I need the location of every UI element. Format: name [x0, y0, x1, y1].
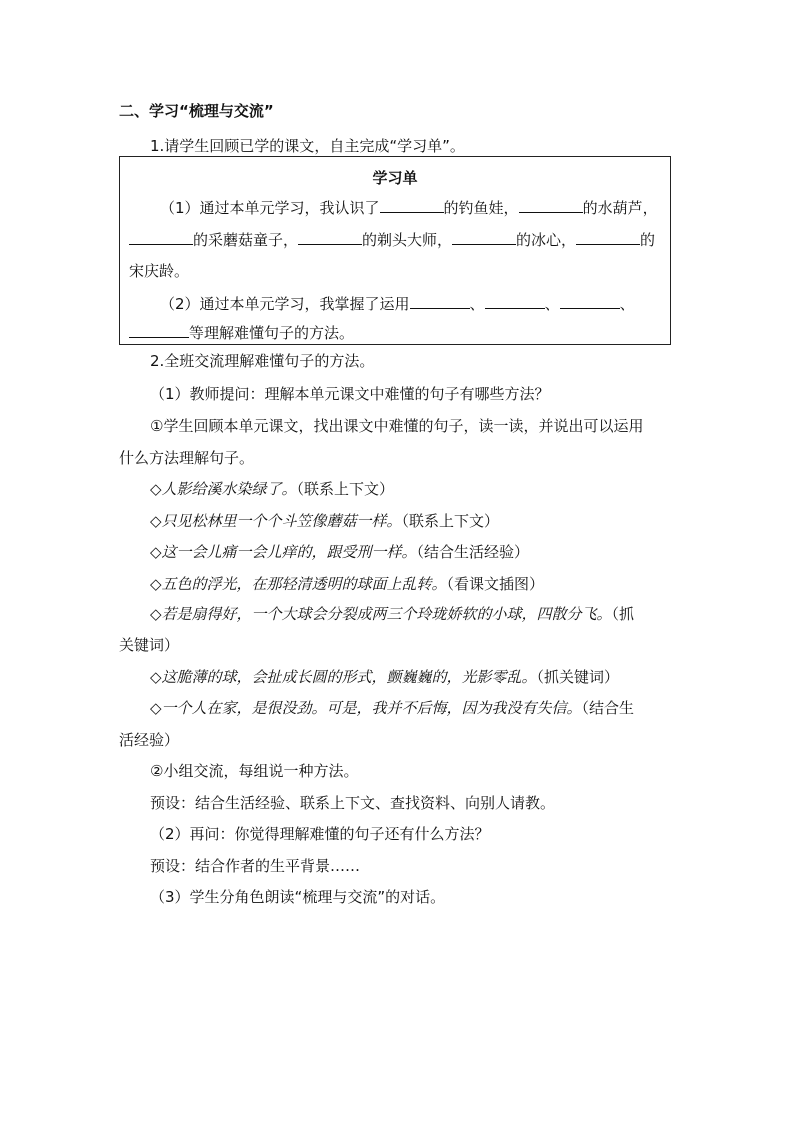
section-heading: 二、学习“梳理与交流”: [119, 102, 274, 120]
paragraph-review-line2: 什么方法理解句子。: [119, 449, 255, 467]
blank-field[interactable]: [298, 229, 362, 245]
q2-suffix: 等理解难懂句子的方法。: [189, 324, 355, 342]
paragraph-group-exchange: ②小组交流，每组说一种方法。: [150, 762, 359, 780]
q1-prefix: （1）通过本单元学习，我认识了: [160, 199, 380, 217]
blank-field[interactable]: [129, 322, 189, 338]
example-sentence: ◇人影给溪水染绿了。: [150, 480, 297, 498]
example-method: （联系上下文）: [401, 512, 500, 530]
blank-field[interactable]: [519, 197, 583, 213]
example-item: [150, 574, 544, 594]
worksheet-q1-line3: 宋庆龄。: [129, 262, 190, 280]
blank-field[interactable]: [129, 229, 193, 245]
paragraph-preset-1: 预设：结合生活经验、联系上下文、查找资料、向别人请教。: [150, 794, 556, 812]
example-item: [150, 511, 499, 531]
example-method-continued: 活经验）: [119, 731, 180, 749]
blank-field[interactable]: [485, 293, 545, 309]
example-method-continued: 关键词）: [119, 636, 180, 654]
example-sentence: ◇若是扇得好，一个大球会分裂成两三个玲珑娇软的小球，四散分飞。: [150, 605, 612, 623]
paragraph-preset-2: 预设：结合作者的生平背景……: [150, 857, 361, 875]
example-method: （联系上下文）: [296, 480, 395, 498]
step-2-text: 2.全班交流理解难懂句子的方法。: [150, 352, 375, 370]
q1-a6: 的: [640, 231, 656, 249]
q1-a3: 的采蘑菇童子，: [193, 231, 299, 249]
example-item: [150, 667, 619, 687]
q1-a1: 的钓鱼娃，: [443, 199, 519, 217]
worksheet-q2-line2: [129, 322, 354, 343]
paragraph-question-2: （2）再问：你觉得理解难懂的句子还有什么方法？: [150, 825, 490, 843]
blank-field[interactable]: [410, 293, 470, 309]
example-sentence: ◇一个人在家，是很没劲。可是，我并不后悔，因为我没有失信。: [150, 699, 582, 717]
worksheet-q2-line1: [160, 293, 635, 314]
paragraph-question-1: （1）教师提问：理解本单元课文中难懂的句子有哪些方法？: [150, 385, 550, 403]
example-sentence: ◇五色的浮光，在那轻清透明的球面上乱转。: [150, 575, 447, 593]
paragraph-role-reading: （3）学生分角色朗读“梳理与交流”的对话。: [150, 888, 446, 906]
q1-a4: 的剃头大师，: [362, 231, 453, 249]
step-1-text: 1.请学生回顾已学的课文，自主完成“学习单”。: [150, 137, 465, 155]
worksheet-title: 学习单: [372, 169, 418, 187]
blank-field[interactable]: [560, 293, 620, 309]
example-method: （抓关键词）: [536, 668, 620, 686]
example-sentence: ◇只见松林里一个个斗笠像蘑菇一样。: [150, 512, 402, 530]
worksheet-q1-line2: [129, 229, 655, 250]
example-sentence: ◇这脆薄的球，会扯成长圆的形式，颤巍巍的，光影零乱。: [150, 668, 537, 686]
q2-prefix: （2）通过本单元学习，我掌握了运用: [160, 295, 410, 313]
q2-sep: 、: [469, 295, 485, 313]
worksheet-q1-line1: [160, 197, 658, 218]
blank-field[interactable]: [452, 229, 516, 245]
example-method: （结合生活经验）: [416, 543, 530, 561]
blank-field[interactable]: [380, 197, 444, 213]
example-method: （结合生: [581, 699, 635, 717]
blank-field[interactable]: [576, 229, 640, 245]
example-sentence: ◇这一会儿痛一会儿痒的，跟受刑一样。: [150, 543, 417, 561]
example-item: [150, 542, 529, 562]
worksheet-box: [119, 156, 671, 345]
example-item: [150, 479, 394, 499]
example-method: （看课文插图）: [446, 575, 545, 593]
q2-sep: 、: [619, 295, 635, 313]
example-item: [150, 604, 634, 624]
paragraph-review-line1: ①学生回顾本单元课文，找出课文中难懂的句子，读一读，并说出可以运用: [150, 417, 644, 435]
q1-a2: 的水葫芦，: [582, 199, 658, 217]
q2-sep: 、: [544, 295, 560, 313]
example-item: [150, 698, 634, 718]
example-method: （抓: [611, 605, 635, 623]
q1-a5: 的冰心，: [516, 231, 577, 249]
